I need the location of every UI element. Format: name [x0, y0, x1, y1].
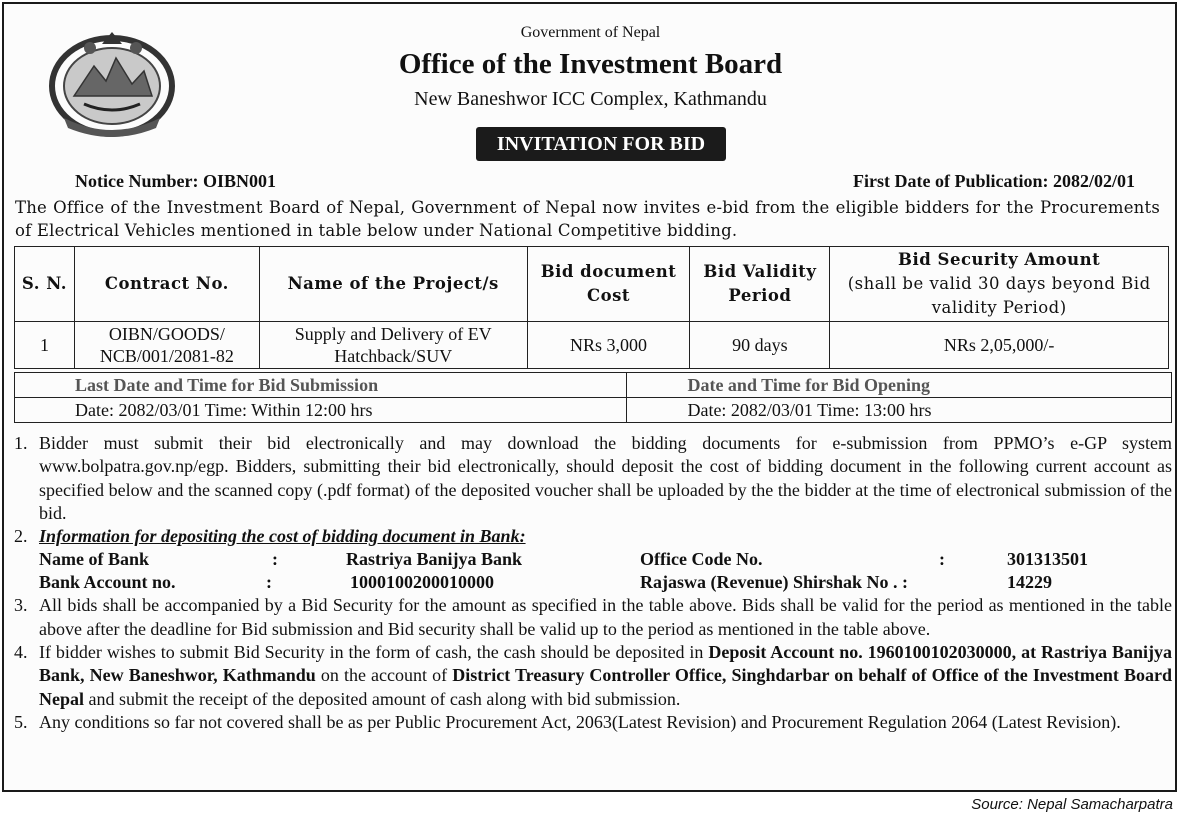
header-security-title: Bid Security Amount [898, 250, 1101, 269]
opening-value: Date: 2082/03/01 Time: 13:00 hrs [627, 398, 1172, 423]
dates-table [14, 372, 1172, 423]
header-project: Name of the Project/s [259, 247, 527, 322]
account-value: 1000100200010000 [350, 572, 494, 593]
list-item [14, 711, 1172, 734]
list-item [14, 594, 1172, 641]
bank-row-1 [14, 548, 1172, 571]
item-number: 1. [14, 433, 28, 453]
source-credit: Source: Nepal Samacharpatra [971, 796, 1173, 813]
revenue-value: 14229 [1007, 572, 1052, 593]
treasury-office: District Treasury Controller Office, Singhdarbar on behalf of Office of the Investment Board Nepal [39, 665, 1172, 709]
item-text: All bids shall be accompanied by a Bid Security for the amount as specified in the table above. Bids shall be valid for the period as mentioned in the table above after the deadline for Bid submission and Bid security shall be valid up to the period as mentioned in the table above. [39, 595, 1172, 639]
item-text: If bidder wishes to submit Bid Security in the form of cash, the cash should be deposited in [39, 642, 709, 663]
bank-name-value: Rastriya Banijya Bank [346, 549, 523, 570]
cell-project: Supply and Delivery of EV Hatchback/SUV [259, 322, 527, 369]
item-text: and submit the receipt of the deposited amount of cash along with bid submission. [84, 688, 681, 709]
publication-date: First Date of Publication: 2082/02/01 [853, 171, 1135, 191]
invitation-banner: INVITATION FOR BID [476, 127, 726, 161]
cell-contract: OIBN/GOODS/ NCB/001/2081-82 [74, 322, 259, 369]
item-number: 5. [14, 711, 28, 732]
cell-validity: 90 days [690, 322, 830, 369]
item-number: 4. [14, 642, 28, 663]
list-item [14, 641, 1172, 711]
office-address: New Baneshwor ICC Complex, Kathmandu [414, 88, 767, 110]
table-row [15, 322, 1169, 369]
office-code-label: Office Code No. [640, 549, 763, 570]
government-label: Government of Nepal [520, 24, 661, 41]
bank-name-colon: : [272, 549, 278, 570]
office-code-value: 301313501 [1007, 549, 1088, 570]
submission-value: Date: 2082/03/01 Time: Within 12:00 hrs [15, 398, 627, 423]
item-number: 2. [14, 526, 28, 547]
account-label: Bank Account no. [39, 572, 176, 593]
opening-label: Date and Time for Bid Opening [627, 373, 1172, 398]
notice-number: Notice Number: OIBN001 [75, 171, 276, 191]
header-validity: Bid Validity Period [690, 247, 830, 322]
procurement-table [14, 246, 1169, 369]
list-item [14, 432, 1172, 525]
header-security-subtitle: (shall be valid 30 days beyond Bid validity Period) [847, 274, 1151, 317]
header-sn: S. N. [15, 247, 75, 322]
item-text: on the account of [315, 665, 453, 686]
header-contract: Contract No. [74, 247, 259, 322]
table-header-row [15, 247, 1169, 322]
intro-paragraph: The Office of the Investment Board of Nepal, Government of Nepal now invites e-bid from the eligible bidders for the Procurements of Electrical Vehicles mentioned in table below under National Competitive bidding. [15, 198, 1160, 240]
bank-row-2 [14, 571, 1172, 594]
account-colon: : [266, 572, 272, 593]
item-text: Bidder must submit their bid electronically and may download the bidding documents for e-submission from PPMO’s e-GP system www.bolpatra.gov.np/egp. Bidders, submitting their bid electronically, should deposit the cost of bidding document in the following current account as specified below and the scanned copy (.pdf format) of the deposited voucher shall be uploaded by the the bidder at the time of electronical submission of the bid. [39, 433, 1172, 523]
conditions-list [14, 432, 1172, 734]
deposit-account: Deposit Account no. 1960100102030000, at Rastriya Banijya Bank, New Baneshwor, Kathmandu [39, 642, 1172, 686]
bank-name-label: Name of Bank [39, 549, 150, 570]
cell-security: NRs 2,05,000/- [830, 322, 1169, 369]
header-security [830, 247, 1169, 322]
bank-info-heading: Information for depositing the cost of bidding document in Bank: [39, 526, 526, 547]
item-text: Any conditions so far not covered shall be as per Public Procurement Act, 2063(Latest Revision) and Procurement Regulation 2064 (Latest Revision). [39, 711, 1121, 732]
item-number: 3. [14, 595, 28, 616]
nepal-emblem-icon [44, 26, 180, 138]
submission-label: Last Date and Time for Bid Submission [15, 373, 627, 398]
list-item [14, 525, 1172, 548]
revenue-label: Rajaswa (Revenue) Shirshak No . : [640, 572, 909, 593]
header-cost: Bid document Cost [527, 247, 690, 322]
office-code-colon: : [939, 549, 945, 570]
cell-sn: 1 [15, 322, 75, 369]
cell-cost: NRs 3,000 [527, 322, 690, 369]
office-title: Office of the Investment Board [398, 48, 783, 80]
